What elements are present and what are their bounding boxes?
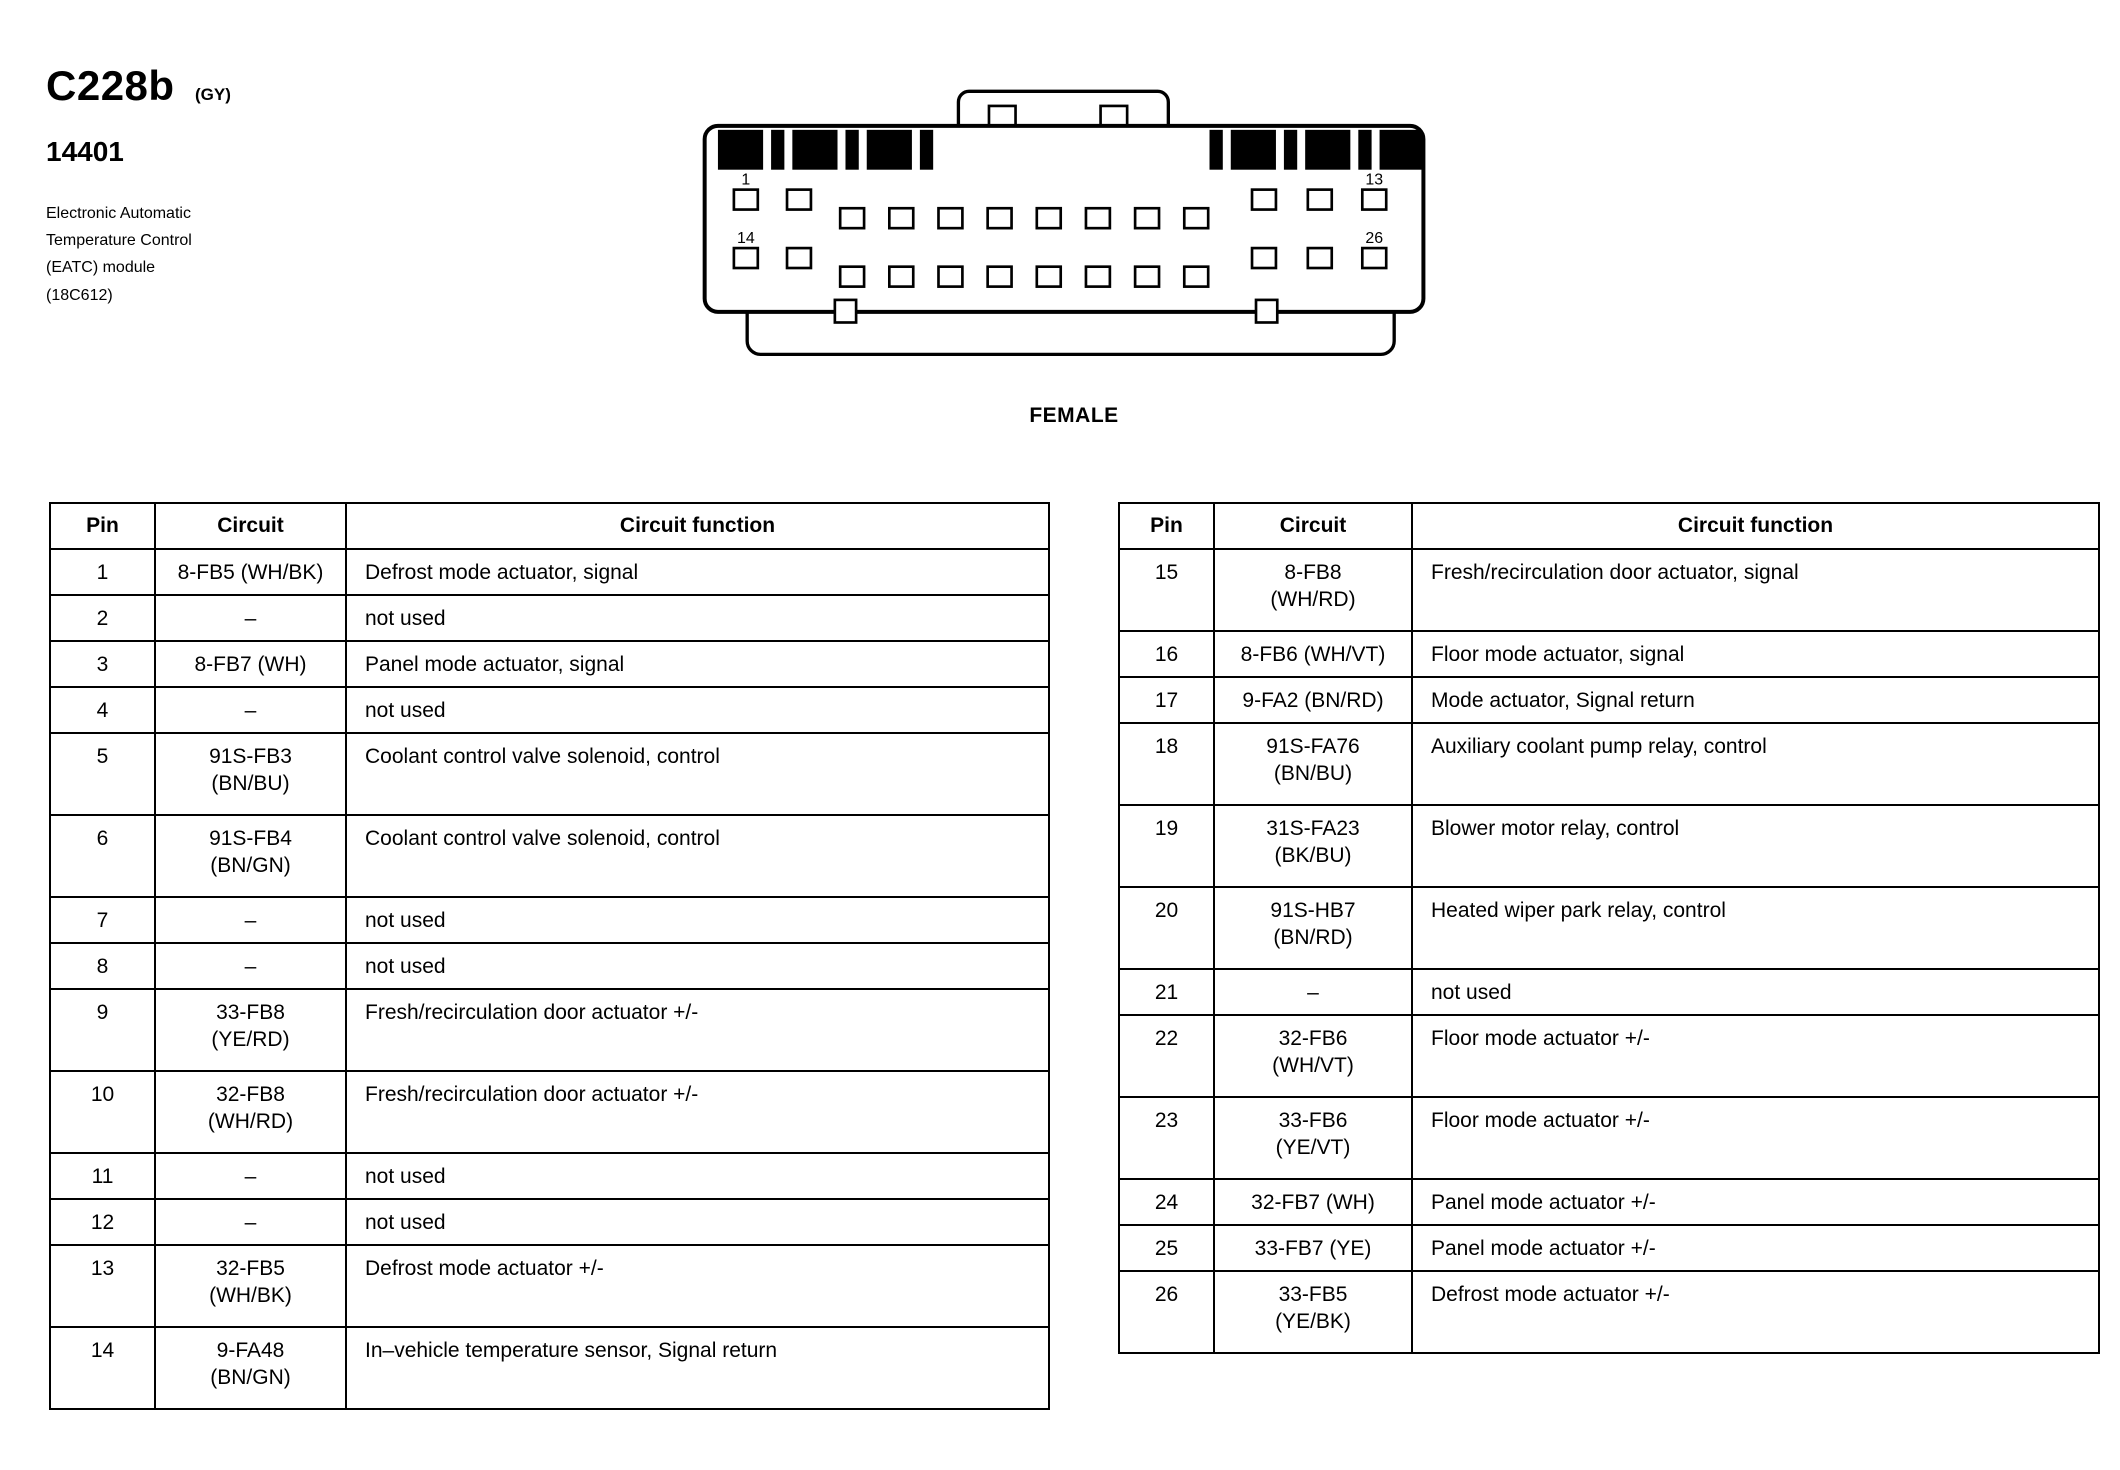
circuit-line: 32-FB8 [216,1083,285,1106]
pin-row [1119,887,2099,969]
circuit-function-cell: not used [346,687,1049,733]
circuit-cell [1214,969,1412,1015]
circuit-function-cell: Floor mode actuator +/- [1412,1015,2099,1097]
circuit-cell [155,943,346,989]
circuit-line: – [244,909,257,932]
circuit-line: (BN/GN) [210,1366,291,1389]
circuit-function-cell: Heated wiper park relay, control [1412,887,2099,969]
pin-row [1119,631,2099,677]
pin-row [50,1199,1049,1245]
circuit-cell [155,641,346,687]
circuit-line: 8-FB5 (WH/BK) [177,561,324,584]
pin-number-cell: 13 [50,1245,155,1327]
pin-number-cell: 1 [50,549,155,595]
module-description-line: (EATC) module [46,259,156,277]
circuit-line: 9-FA2 (BN/RD) [1242,689,1384,712]
pin-number-cell: 12 [50,1199,155,1245]
pin-number-cell: 8 [50,943,155,989]
circuit-line: – [244,699,257,722]
circuit-cell [1214,723,1412,805]
pin-row [1119,1179,2099,1225]
circuit-line: 91S-HB7 [1270,899,1356,922]
circuit-line: 32-FB5 [216,1257,285,1280]
circuit-function-cell: Coolant control valve solenoid, control [346,815,1049,897]
pin-number-cell: 9 [50,989,155,1071]
column-header: Circuit function [346,503,1049,549]
circuit-function-cell: Floor mode actuator +/- [1412,1097,2099,1179]
circuit-cell [1214,677,1412,723]
module-description-line: (18C612) [46,286,113,304]
circuit-function-cell: Defrost mode actuator +/- [346,1245,1049,1327]
circuit-line: 8-FB8 [1284,561,1342,584]
circuit-function-cell: not used [1412,969,2099,1015]
connector-color-code: (GY) [195,85,231,104]
circuit-line: 9-FA48 [216,1339,285,1362]
circuit-line: – [244,955,257,978]
pin-number-cell: 10 [50,1071,155,1153]
connector-notch [835,300,856,323]
pin-label-1: 1 [741,171,751,189]
circuit-cell [1214,549,1412,631]
circuit-line: 8-FB7 (WH) [194,653,307,676]
pin-number-cell: 20 [1119,887,1214,969]
circuit-function-cell: Panel mode actuator +/- [1412,1179,2099,1225]
pin-number-cell: 16 [1119,631,1214,677]
pin-row [1119,1225,2099,1271]
circuit-function-cell: not used [346,943,1049,989]
circuit-cell [1214,1097,1412,1179]
pin-row [1119,723,2099,805]
module-description-line: Electronic Automatic [46,205,191,222]
circuit-line: – [1307,981,1319,1004]
pin-table-left [49,502,1050,1410]
circuit-line: 91S-FB3 [209,745,292,768]
circuit-line: (YE/VT) [1275,1136,1351,1159]
circuit-cell [1214,1015,1412,1097]
circuit-cell [155,815,346,897]
pin-row [50,641,1049,687]
circuit-function-cell: Panel mode actuator, signal [346,641,1049,687]
circuit-cell [155,989,346,1071]
circuit-line: 8-FB6 (WH/VT) [1240,643,1386,666]
pin-number-cell: 22 [1119,1015,1214,1097]
circuit-cell [1214,1179,1412,1225]
connector-notch [1256,300,1277,323]
pin-row [1119,677,2099,723]
pin-row [50,687,1049,733]
circuit-function-cell: Blower motor relay, control [1412,805,2099,887]
circuit-function-cell: not used [346,595,1049,641]
circuit-function-cell: not used [346,1199,1049,1245]
circuit-cell [1214,631,1412,677]
module-description-line: Temperature Control [46,232,192,250]
circuit-cell [155,549,346,595]
pin-table-right [1118,502,2100,1354]
pin-number-cell: 24 [1119,1179,1214,1225]
circuit-line: (YE/RD) [211,1028,290,1051]
module-description [46,200,231,309]
circuit-cell [155,733,346,815]
pin-number-cell: 26 [1119,1271,1214,1353]
circuit-line: – [244,607,257,630]
circuit-line: (WH/RD) [207,1110,294,1133]
circuit-line: 91S-FB4 [209,827,292,850]
column-header: Pin [1119,503,1214,549]
circuit-cell [1214,1225,1412,1271]
circuit-line: 32-FB6 [1278,1027,1348,1050]
circuit-cell [1214,805,1412,887]
pin-row [50,1327,1049,1409]
circuit-function-cell: Fresh/recirculation door actuator +/- [346,989,1049,1071]
pin-number-cell: 17 [1119,677,1214,723]
circuit-function-cell: Mode actuator, Signal return [1412,677,2099,723]
column-header: Pin [50,503,155,549]
pin-row [50,595,1049,641]
pin-row [50,943,1049,989]
circuit-function-cell: Defrost mode actuator +/- [1412,1271,2099,1353]
circuit-function-cell: not used [346,1153,1049,1199]
circuit-cell [155,897,346,943]
pin-number-cell: 3 [50,641,155,687]
circuit-function-cell: In–vehicle temperature sensor, Signal return [346,1327,1049,1409]
circuit-cell [155,687,346,733]
circuit-line: – [244,1165,257,1188]
circuit-function-cell: Defrost mode actuator, signal [346,549,1049,595]
circuit-line: 33-FB5 [1278,1283,1348,1306]
circuit-function-cell: not used [346,897,1049,943]
circuit-line: (WH/RD) [1270,588,1356,611]
pin-row [50,989,1049,1071]
pin-number-cell: 4 [50,687,155,733]
connector-id: C228b [46,62,175,109]
circuit-line: 33-FB6 [1278,1109,1348,1132]
circuit-line: (BK/BU) [1274,844,1352,867]
circuit-function-cell: Floor mode actuator, signal [1412,631,2099,677]
circuit-function-cell: Fresh/recirculation door actuator +/- [346,1071,1049,1153]
column-header: Circuit [155,503,346,549]
pin-number-cell: 25 [1119,1225,1214,1271]
circuit-cell [155,1199,346,1245]
circuit-line: (BN/BU) [1273,762,1353,785]
pin-row [1119,969,2099,1015]
circuit-line: (BN/GN) [210,854,291,877]
right-keyway-stripes [1210,130,1423,170]
circuit-line: (YE/BK) [1275,1310,1351,1333]
circuit-line: (WH/BK) [209,1284,292,1307]
pin-row [1119,1271,2099,1353]
circuit-function-cell: Panel mode actuator +/- [1412,1225,2099,1271]
pin-row [50,1071,1049,1153]
pin-number-cell: 23 [1119,1097,1214,1179]
header-row [1119,503,2099,549]
pin-number-cell: 19 [1119,805,1214,887]
part-number: 14401 [46,136,124,167]
circuit-cell [155,595,346,641]
circuit-line: (WH/VT) [1272,1054,1354,1077]
pin-row [1119,1015,2099,1097]
circuit-cell [1214,887,1412,969]
pin-number-cell: 6 [50,815,155,897]
pin-number-cell: 5 [50,733,155,815]
pin-row [50,549,1049,595]
pin-number-cell: 11 [50,1153,155,1199]
circuit-cell [155,1245,346,1327]
circuit-line: (BN/RD) [1273,926,1353,949]
pin-row [50,1245,1049,1327]
column-header: Circuit [1214,503,1412,549]
pin-number-cell: 7 [50,897,155,943]
pin-row [50,733,1049,815]
pin-row [1119,549,2099,631]
pin-number-cell: 14 [50,1327,155,1409]
circuit-cell [1214,1271,1412,1353]
circuit-cell [155,1153,346,1199]
pin-row [50,815,1049,897]
pin-label-13: 13 [1365,171,1384,189]
pin-number-cell: 15 [1119,549,1214,631]
circuit-cell [155,1071,346,1153]
pin-row [50,897,1049,943]
column-header: Circuit function [1412,503,2099,549]
circuit-function-cell: Coolant control valve solenoid, control [346,733,1049,815]
left-keyway-stripes [718,130,933,170]
circuit-line: 33-FB8 [216,1001,285,1024]
circuit-line: – [244,1211,257,1234]
circuit-function-cell: Fresh/recirculation door actuator, signal [1412,549,2099,631]
circuit-line: 32-FB7 (WH) [1251,1191,1375,1214]
circuit-function-cell: Auxiliary coolant pump relay, control [1412,723,2099,805]
header-row [50,503,1049,549]
pin-number-cell: 21 [1119,969,1214,1015]
pin-number-cell: 2 [50,595,155,641]
pin-row [50,1153,1049,1199]
circuit-line: (BN/BU) [211,772,290,795]
circuit-line: 33-FB7 (YE) [1254,1237,1372,1260]
pin-number-cell: 18 [1119,723,1214,805]
connector-header [46,62,231,309]
connector-drawing [702,86,1446,368]
circuit-cell [155,1327,346,1409]
pin-row [1119,1097,2099,1179]
circuit-line: 91S-FA76 [1266,735,1360,758]
pin-label-26: 26 [1365,229,1384,247]
connector-title-row [46,62,231,110]
connector-gender-label: FEMALE [1029,404,1119,427]
connector-diagram-svg [702,86,1446,368]
circuit-line: 31S-FA23 [1266,817,1360,840]
pin-label-14: 14 [736,229,755,247]
pin-row [1119,805,2099,887]
